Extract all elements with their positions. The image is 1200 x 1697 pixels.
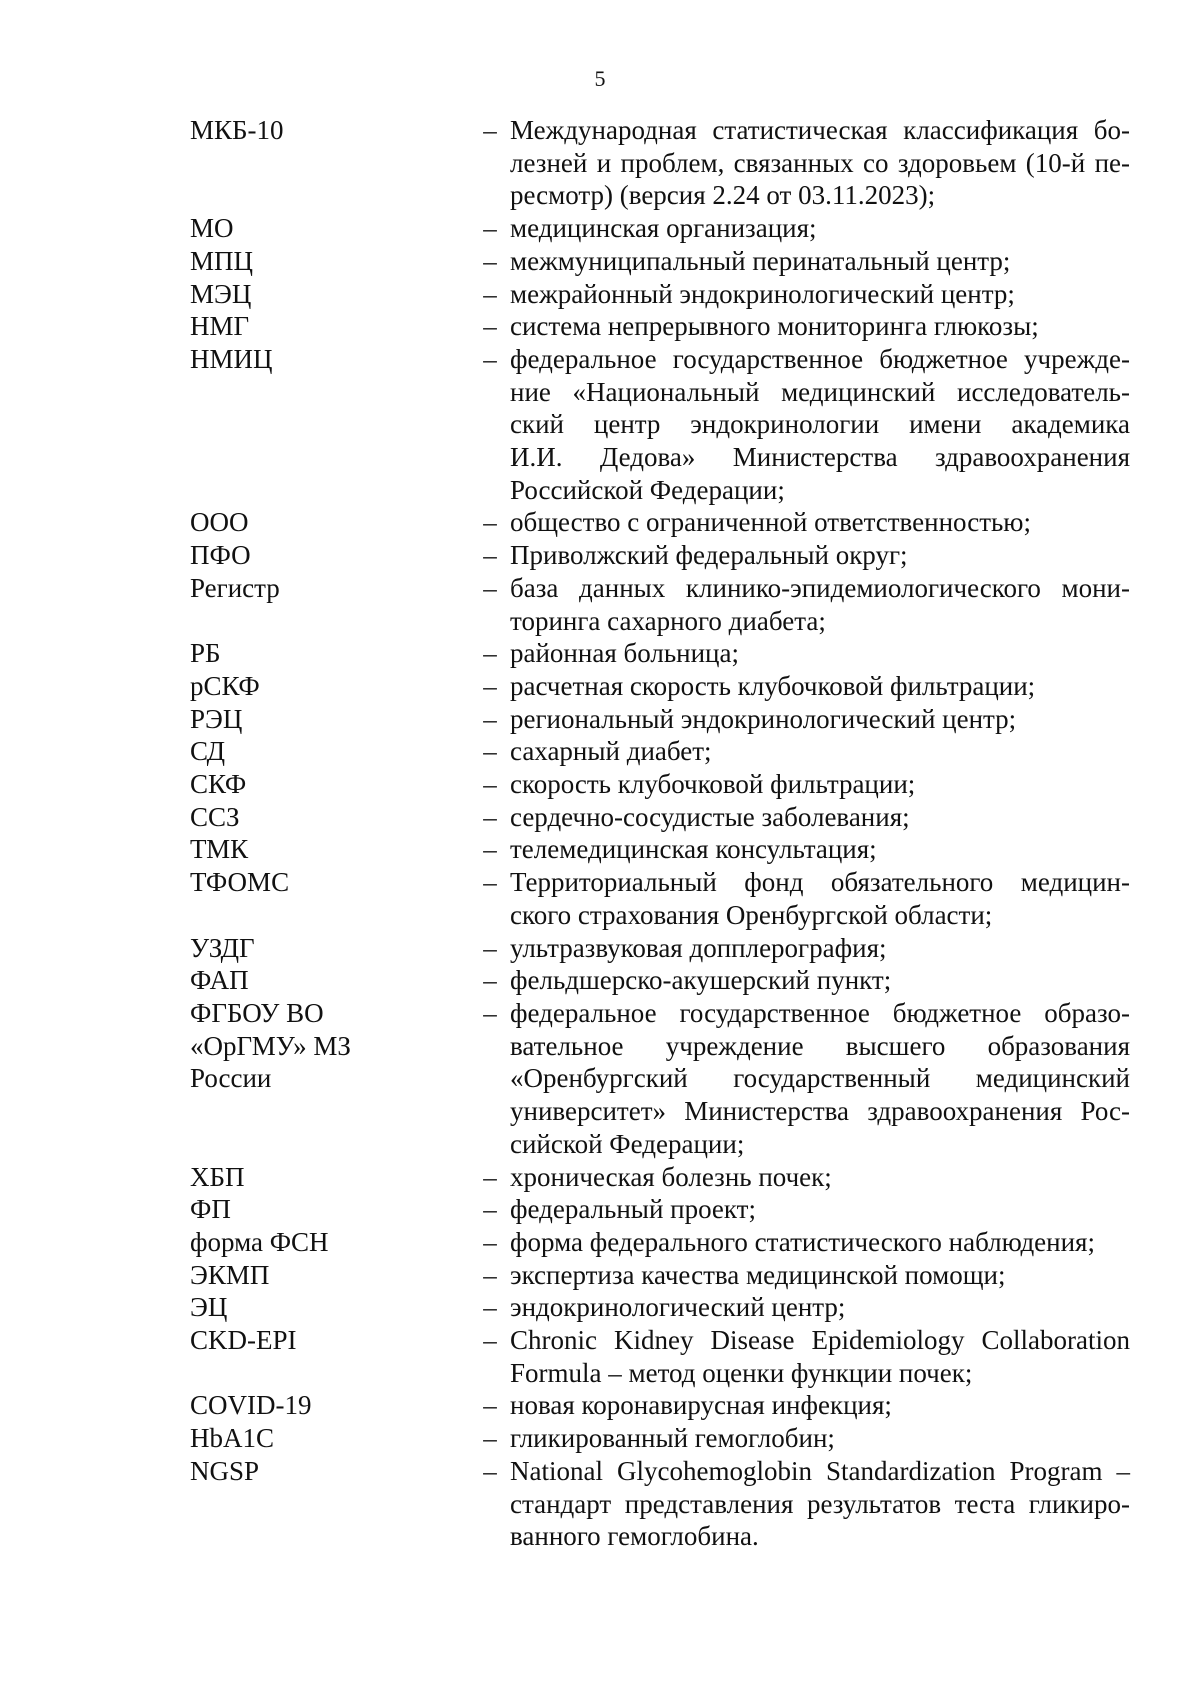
abbreviation-definition: [510, 964, 1130, 997]
definition-line: сердечно-сосудистые заболевания;: [510, 801, 910, 832]
abbreviation-term: HbA1C: [190, 1423, 275, 1454]
abbreviation-term: ЭКМП: [190, 1259, 270, 1290]
definition-line: межрайонный эндокринологический центр;: [510, 278, 1015, 309]
definition-line: Международная статистическая классификация бо-: [510, 115, 1130, 145]
abbreviation-term: СД: [190, 736, 226, 767]
abbreviation-dash: –: [483, 965, 497, 996]
abbreviation-entry: [190, 1324, 1140, 1389]
abbreviation-definition: [510, 1422, 1130, 1455]
abbreviation-definition: [510, 1193, 1130, 1226]
abbreviation-definition: [510, 932, 1130, 965]
abbreviation-entry: [190, 1161, 1140, 1194]
abbreviation-definition: [510, 866, 1130, 931]
abbreviation-term: РЭЦ: [190, 703, 243, 734]
abbreviation-entry: [190, 1226, 1140, 1259]
abbreviation-dash: –: [483, 1423, 497, 1454]
definition-line: Приволжский федеральный округ;: [510, 540, 908, 571]
abbreviation-entry: [190, 114, 1140, 212]
abbreviation-term: ТМК: [190, 834, 249, 865]
definition-line: Территориальный фонд обязательного медицин-: [510, 867, 1130, 898]
abbreviation-definition: [510, 212, 1130, 245]
abbreviation-definition: [510, 768, 1130, 801]
abbreviation-definition: [510, 1455, 1130, 1553]
abbreviation-dash: –: [483, 1226, 497, 1257]
abbreviation-term: форма ФСН: [190, 1226, 329, 1257]
definition-line: торинга сахарного диабета;: [510, 605, 826, 636]
abbreviation-term: НМИЦ: [190, 343, 273, 374]
abbreviation-entry: [190, 866, 1140, 931]
definition-line: И.И. Дедова» Министерства здравоохранения: [510, 442, 1130, 473]
definition-line: федеральный проект;: [510, 1194, 756, 1225]
abbreviation-definition: [510, 637, 1130, 670]
abbreviation-term: COVID-19: [190, 1390, 312, 1421]
abbreviation-term: ФАП: [190, 965, 249, 996]
abbreviation-entry: [190, 801, 1140, 834]
definition-line: ский центр эндокринологии имени академика: [510, 409, 1130, 440]
abbreviation-entry: [190, 506, 1140, 539]
definition-line: форма федерального статистического наблюдения;: [510, 1226, 1095, 1257]
abbreviation-entry: [190, 735, 1140, 768]
definition-line: лезней и проблем, связанных со здоровьем (10-й пе-: [510, 147, 1130, 178]
abbreviation-term: NGSP: [190, 1455, 260, 1486]
abbreviation-term: ООО: [190, 507, 249, 538]
abbreviation-entry: [190, 212, 1140, 245]
definition-line: ние «Национальный медицинский исследователь-: [510, 376, 1130, 407]
abbreviation-definition: [510, 343, 1130, 507]
abbreviation-dash: –: [483, 540, 497, 571]
definition-line: стандарт представления результатов теста гликиро-: [510, 1488, 1130, 1519]
abbreviation-term: МКБ-10: [190, 115, 284, 145]
definition-line: Formula – метод оценки функции почек;: [510, 1357, 973, 1388]
definition-line: ванного гемоглобина.: [510, 1521, 759, 1552]
abbreviation-entry: [190, 1291, 1140, 1324]
abbreviation-entry: [190, 703, 1140, 736]
definition-line: общество с ограниченной ответственностью;: [510, 507, 1031, 538]
definition-line: система непрерывного мониторинга глюкозы;: [510, 311, 1039, 342]
definition-line: Российской Федерации;: [510, 474, 785, 505]
abbreviation-entry: [190, 539, 1140, 572]
abbreviation-entry: [190, 1259, 1140, 1292]
abbreviation-dash: –: [483, 1161, 497, 1192]
abbreviation-definition: [510, 735, 1130, 768]
definition-line: федеральное государственное бюджетное образо-: [510, 997, 1130, 1028]
abbreviation-dash: –: [483, 1325, 497, 1356]
abbreviation-dash: –: [483, 638, 497, 669]
abbreviation-entry: [190, 833, 1140, 866]
abbreviation-definition: [510, 278, 1130, 311]
definition-line: межмуниципальный перинатальный центр;: [510, 245, 1011, 276]
abbreviation-dash: –: [483, 1292, 497, 1323]
definition-line: ресмотр) (версия 2.24 от 03.11.2023);: [510, 180, 936, 211]
abbreviation-entry: [190, 1455, 1140, 1553]
abbreviation-dash: –: [483, 115, 497, 145]
abbreviation-entry: [190, 310, 1140, 343]
abbreviation-definition: [510, 1259, 1130, 1292]
abbreviation-dash: –: [483, 1259, 497, 1290]
abbreviation-term: СКФ: [190, 769, 247, 800]
definition-line: ского страхования Оренбургской области;: [510, 899, 993, 930]
abbreviation-term: ПФО: [190, 540, 251, 571]
definition-line: экспертиза качества медицинской помощи;: [510, 1259, 1006, 1290]
abbreviation-dash: –: [483, 1390, 497, 1421]
abbreviation-term: рСКФ: [190, 670, 260, 701]
abbreviation-entry: [190, 245, 1140, 278]
definition-line: университет» Министерства здравоохранения Рос-: [510, 1096, 1130, 1127]
definition-line: хроническая болезнь почек;: [510, 1161, 832, 1192]
abbreviation-dash: –: [483, 311, 497, 342]
abbreviation-term: ХБП: [190, 1161, 245, 1192]
abbreviation-term: ЭЦ: [190, 1292, 228, 1323]
abbreviation-term: МО: [190, 213, 234, 244]
abbreviation-term: МПЦ: [190, 245, 254, 276]
abbreviation-definition: [510, 572, 1130, 637]
abbreviation-dash: –: [483, 932, 497, 963]
abbreviation-definition: [510, 1226, 1130, 1259]
abbreviation-term: УЗДГ: [190, 932, 255, 963]
definition-line: гликированный гемоглобин;: [510, 1423, 835, 1454]
abbreviation-entry: [190, 343, 1140, 507]
abbreviation-dash: –: [483, 213, 497, 244]
abbreviation-definition: [510, 1389, 1130, 1422]
abbreviation-dash: –: [483, 343, 497, 374]
abbreviation-entry: [190, 278, 1140, 311]
definition-line: база данных клинико-эпидемиологического мони-: [510, 572, 1130, 603]
abbreviation-definition: [510, 1324, 1130, 1389]
definition-line: сийской Федерации;: [510, 1128, 745, 1159]
abbreviation-term: ТФОМС: [190, 867, 290, 898]
definition-line: новая коронавирусная инфекция;: [510, 1390, 892, 1421]
abbreviation-dash: –: [483, 703, 497, 734]
abbreviation-definition: [510, 703, 1130, 736]
abbreviation-term: CKD-EPI: [190, 1325, 297, 1356]
definition-line: эндокринологический центр;: [510, 1292, 846, 1323]
definition-line: расчетная скорость клубочковой фильтрации;: [510, 670, 1036, 701]
abbreviation-term: РБ: [190, 638, 221, 669]
abbreviation-dash: –: [483, 801, 497, 832]
definition-line: National Glycohemoglobin Standardization Program –: [510, 1455, 1130, 1486]
abbreviation-dash: –: [483, 1194, 497, 1225]
abbreviation-dash: –: [483, 507, 497, 538]
abbreviation-definition: [510, 833, 1130, 866]
abbreviation-term: МЭЦ: [190, 278, 252, 309]
abbreviation-dash: –: [483, 736, 497, 767]
abbreviation-definition: [510, 539, 1130, 572]
definition-line: вательное учреждение высшего образования: [510, 1030, 1130, 1061]
definition-line: «Оренбургский государственный медицинский: [510, 1063, 1130, 1094]
abbreviation-dash: –: [483, 867, 497, 898]
abbreviation-definition: [510, 801, 1130, 834]
definition-line: фельдшерско-акушерский пункт;: [510, 965, 892, 996]
abbreviation-dash: –: [483, 278, 497, 309]
definition-line: медицинская организация;: [510, 213, 817, 244]
abbreviation-dash: –: [483, 245, 497, 276]
abbreviation-term: НМГ: [190, 311, 250, 342]
definition-line: ультразвуковая допплерография;: [510, 932, 887, 963]
page-number: 5: [594, 66, 606, 91]
abbreviation-entry: [190, 932, 1140, 965]
abbreviation-dash: –: [483, 670, 497, 701]
definition-line: телемедицинская консультация;: [510, 834, 877, 865]
abbreviation-definition: [510, 506, 1130, 539]
abbreviation-definition: [510, 1291, 1130, 1324]
definition-line: региональный эндокринологический центр;: [510, 703, 1017, 734]
abbreviation-dash: –: [483, 997, 497, 1028]
abbreviation-definition: [510, 245, 1130, 278]
definition-line: Chronic Kidney Disease Epidemiology Collaboration: [510, 1325, 1130, 1356]
abbreviation-entry: [190, 1422, 1140, 1455]
abbreviation-term: ССЗ: [190, 801, 240, 832]
abbreviation-dash: –: [483, 1455, 497, 1486]
abbreviation-entry: [190, 964, 1140, 997]
abbreviation-entry: [190, 572, 1140, 637]
abbreviation-entry: [190, 1193, 1140, 1226]
abbreviation-term: ФГБОУ ВО «ОрГМУ» МЗ России: [190, 997, 351, 1094]
abbreviation-entry: [190, 637, 1140, 670]
abbreviation-term: Регистр: [190, 572, 280, 603]
abbreviation-definition: [510, 310, 1130, 343]
definition-line: федеральное государственное бюджетное учрежде-: [510, 343, 1130, 374]
abbreviation-entry: [190, 1389, 1140, 1422]
abbreviation-list: [190, 114, 1140, 1553]
abbreviation-dash: –: [483, 769, 497, 800]
abbreviation-definition: [510, 997, 1130, 1161]
abbreviation-definition: [510, 114, 1130, 212]
abbreviation-definition: [510, 1161, 1130, 1194]
abbreviation-entry: [190, 768, 1140, 801]
abbreviation-term: ФП: [190, 1194, 231, 1225]
abbreviation-dash: –: [483, 834, 497, 865]
abbreviation-definition: [510, 670, 1130, 703]
abbreviation-dash: –: [483, 572, 497, 603]
abbreviation-entry: [190, 670, 1140, 703]
abbreviation-entry: [190, 997, 1140, 1161]
definition-line: скорость клубочковой фильтрации;: [510, 769, 916, 800]
definition-line: сахарный диабет;: [510, 736, 712, 767]
definition-line: районная больница;: [510, 638, 739, 669]
